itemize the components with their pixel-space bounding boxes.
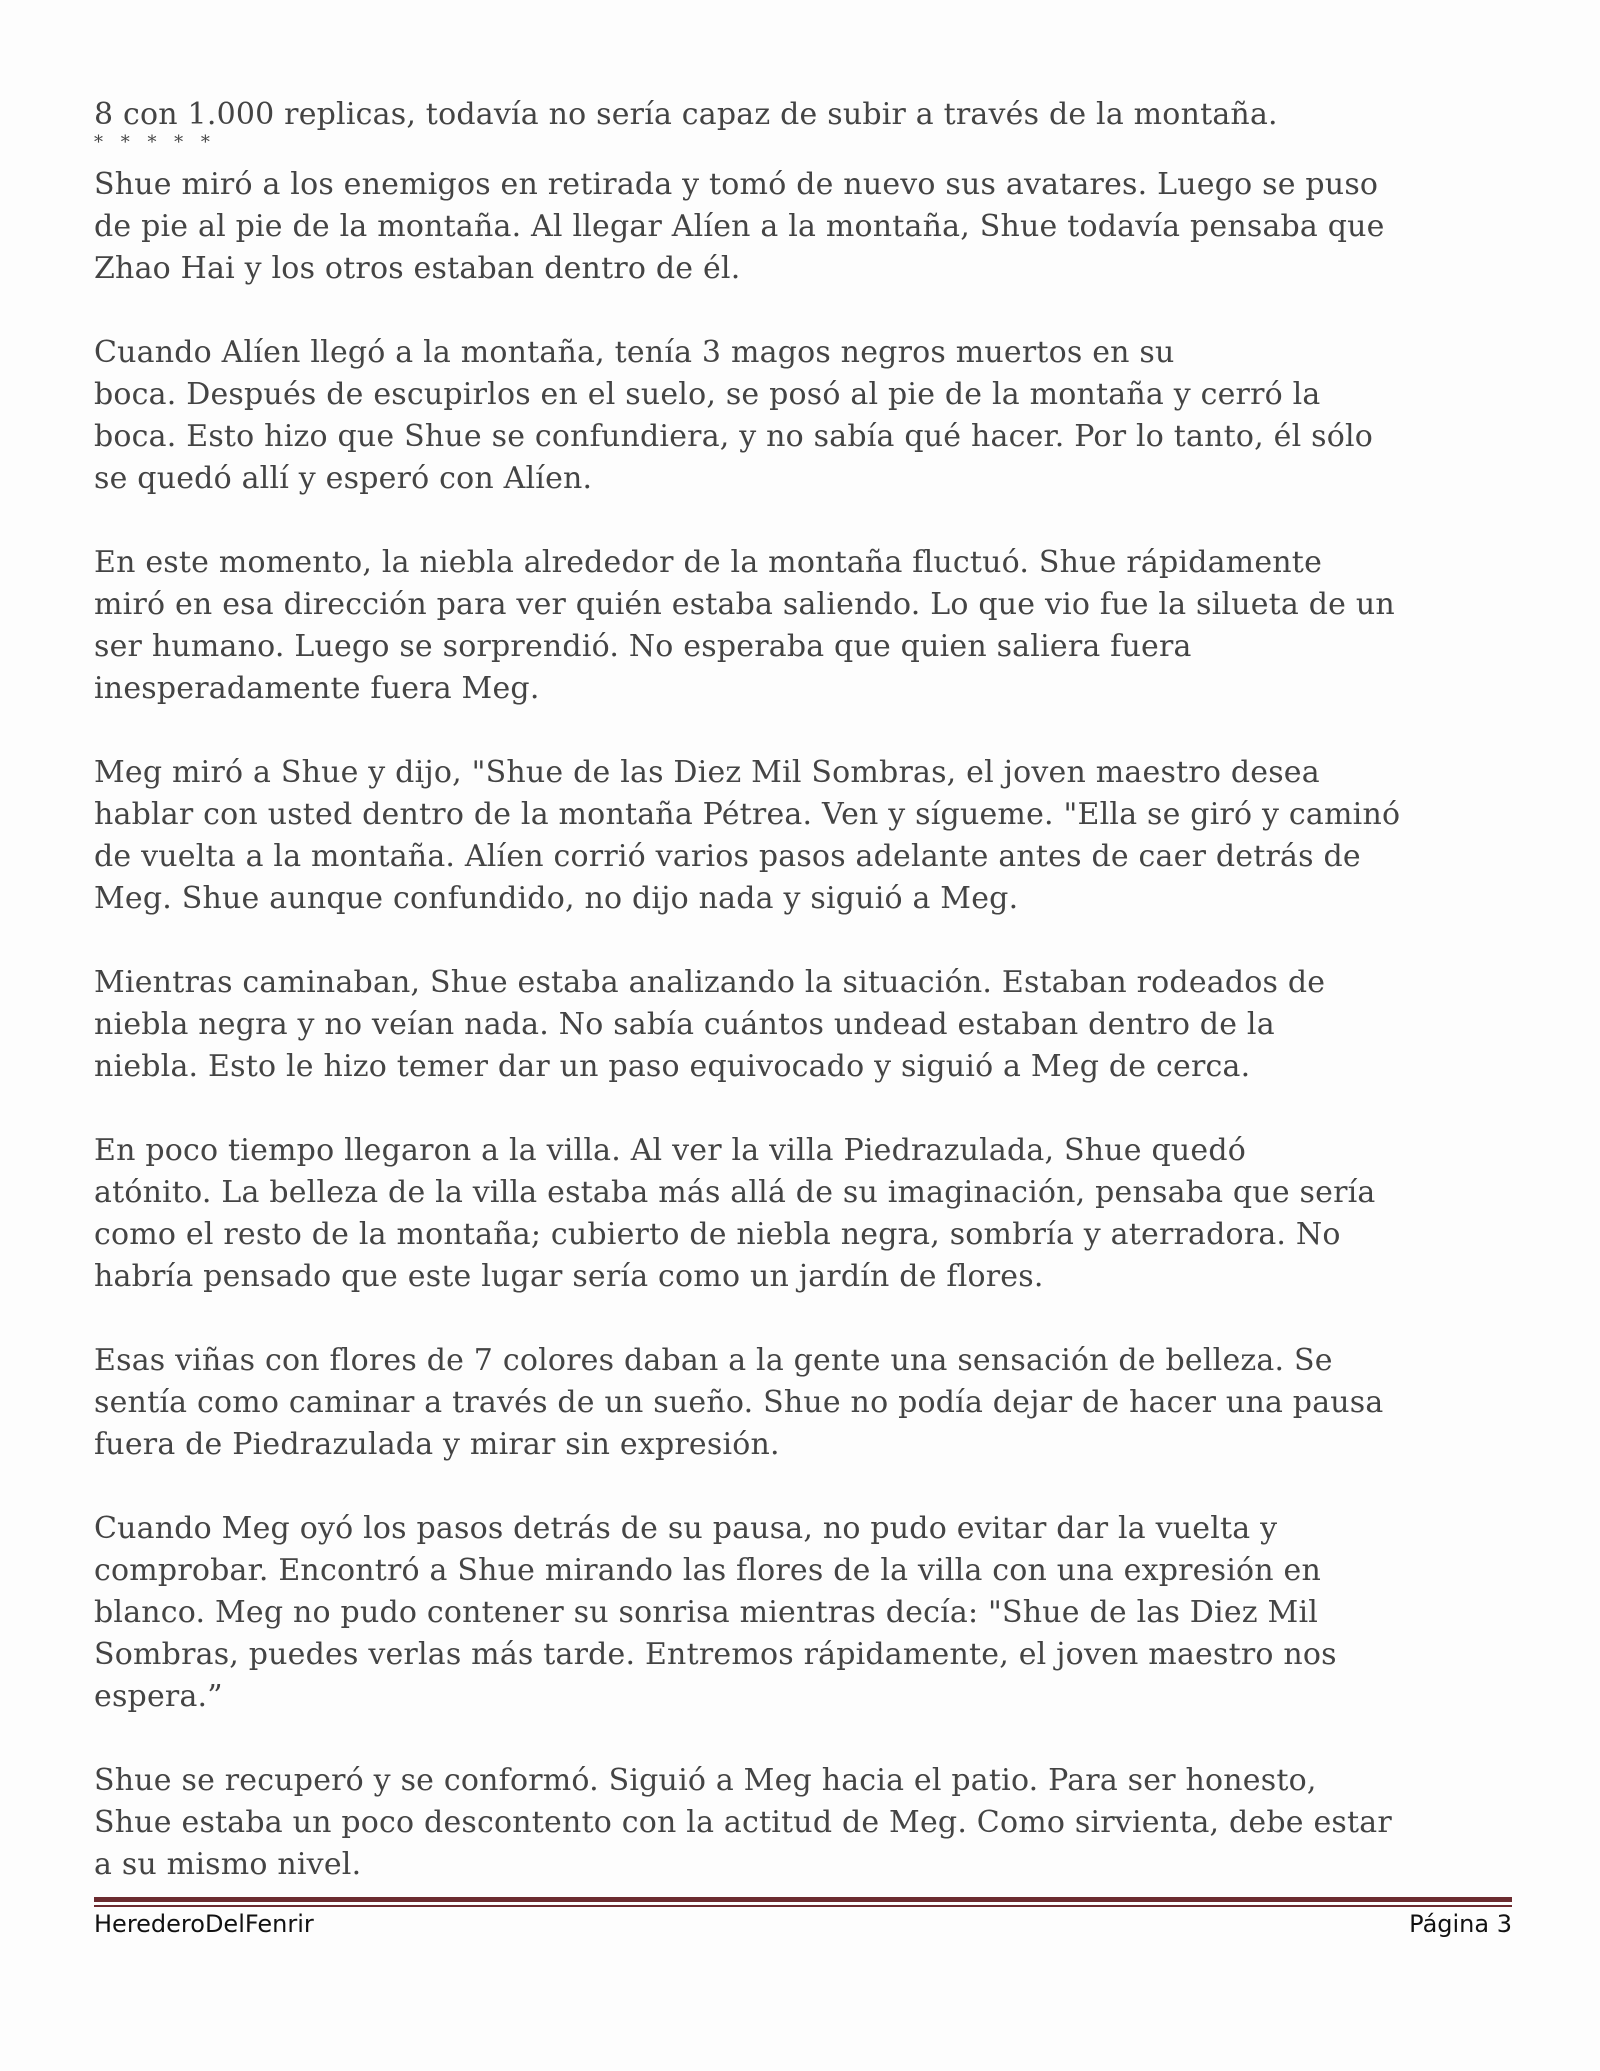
footer-rule-thin <box>94 1905 1512 1907</box>
text-line: a su mismo nivel. <box>94 1847 362 1882</box>
paragraph <box>94 1508 1514 1718</box>
text-line: Shue estaba un poco descontento con la actitud de Meg. Como sirvienta, debe estar <box>94 1805 1392 1840</box>
text-line: Meg miró a Shue y dijo, "Shue de las Diez Mil Sombras, el joven maestro desea <box>94 755 1320 790</box>
text-line: niebla negra y no veían nada. No sabía cuántos undead estaban dentro de la <box>94 1007 1275 1042</box>
section-separator: * * * * * <box>94 132 216 153</box>
text-line: espera.” <box>94 1679 223 1714</box>
text-line: Cuando Meg oyó los pasos detrás de su pausa, no pudo evitar dar la vuelta y <box>94 1511 1278 1546</box>
paragraph <box>94 542 1514 710</box>
intro-line: 8 con 1.000 replicas, todavía no sería capaz de subir a través de la montaña. <box>94 97 1278 132</box>
text-line: de pie al pie de la montaña. Al llegar Alíen a la montaña, Shue todavía pensaba que <box>94 209 1385 244</box>
paragraph <box>94 962 1514 1088</box>
document-body <box>94 94 1514 1886</box>
text-line: inesperadamente fuera Meg. <box>94 671 540 706</box>
text-line: habría pensado que este lugar sería como un jardín de flores. <box>94 1259 1044 1294</box>
text-line: miró en esa dirección para ver quién estaba saliendo. Lo que vio fue la silueta de un <box>94 587 1395 622</box>
text-line: Esas viñas con flores de 7 colores daban a la gente una sensación de belleza. Se <box>94 1343 1333 1378</box>
text-line: se quedó allí y esperó con Alíen. <box>94 461 593 496</box>
text-line: boca. Después de escupirlos en el suelo, se posó al pie de la montaña y cerró la <box>94 377 1321 412</box>
text-line: Meg. Shue aunque confundido, no dijo nada y siguió a Meg. <box>94 881 1019 916</box>
footer-rule-thick <box>94 1897 1512 1902</box>
text-line: Zhao Hai y los otros estaban dentro de él. <box>94 251 741 286</box>
text-line: niebla. Esto le hizo temer dar un paso equivocado y siguió a Meg de cerca. <box>94 1049 1251 1084</box>
text-line: ser humano. Luego se sorprendió. No esperaba que quien saliera fuera <box>94 629 1192 664</box>
footer-rule <box>94 1897 1512 1907</box>
text-line: de vuelta a la montaña. Alíen corrió varios pasos adelante antes de caer detrás de <box>94 839 1361 874</box>
text-line: Mientras caminaban, Shue estaba analizando la situación. Estaban rodeados de <box>94 965 1326 1000</box>
text-line: Shue se recuperó y se conformó. Siguió a Meg hacia el patio. Para ser honesto, <box>94 1763 1317 1798</box>
paragraph <box>94 1340 1514 1466</box>
text-line: boca. Esto hizo que Shue se confundiera, y no sabía qué hacer. Por lo tanto, él sólo <box>94 419 1374 454</box>
text-line: Cuando Alíen llegó a la montaña, tenía 3 magos negros muertos en su <box>94 335 1175 370</box>
paragraph-list <box>94 164 1514 1886</box>
text-line: Sombras, puedes verlas más tarde. Entremos rápidamente, el joven maestro nos <box>94 1637 1337 1672</box>
text-line: fuera de Piedrazulada y mirar sin expresión. <box>94 1427 780 1462</box>
text-line: comprobar. Encontró a Shue mirando las flores de la villa con una expresión en <box>94 1553 1322 1588</box>
text-line: blanco. Meg no pudo contener su sonrisa mientras decía: "Shue de las Diez Mil <box>94 1595 1319 1630</box>
text-line: como el resto de la montaña; cubierto de niebla negra, sombría y aterradora. No <box>94 1217 1341 1252</box>
paragraph <box>94 164 1514 290</box>
page-footer <box>94 1910 1512 1938</box>
paragraph <box>94 1130 1514 1298</box>
text-line: sentía como caminar a través de un sueño. Shue no podía dejar de hacer una pausa <box>94 1385 1384 1420</box>
footer-author: HerederoDelFenrir <box>94 1910 314 1938</box>
text-line: Shue miró a los enemigos en retirada y tomó de nuevo sus avatares. Luego se puso <box>94 167 1379 202</box>
text-line: hablar con usted dentro de la montaña Pétrea. Ven y sígueme. "Ella se giró y caminó <box>94 797 1401 832</box>
text-line: En este momento, la niebla alrededor de la montaña fluctuó. Shue rápidamente <box>94 545 1323 580</box>
footer-page-number: Página 3 <box>1409 1910 1512 1938</box>
paragraph <box>94 1760 1514 1886</box>
paragraph <box>94 332 1514 500</box>
text-line: En poco tiempo llegaron a la villa. Al ver la villa Piedrazulada, Shue quedó <box>94 1133 1247 1168</box>
paragraph <box>94 752 1514 920</box>
text-line: atónito. La belleza de la villa estaba más allá de su imaginación, pensaba que sería <box>94 1175 1376 1210</box>
